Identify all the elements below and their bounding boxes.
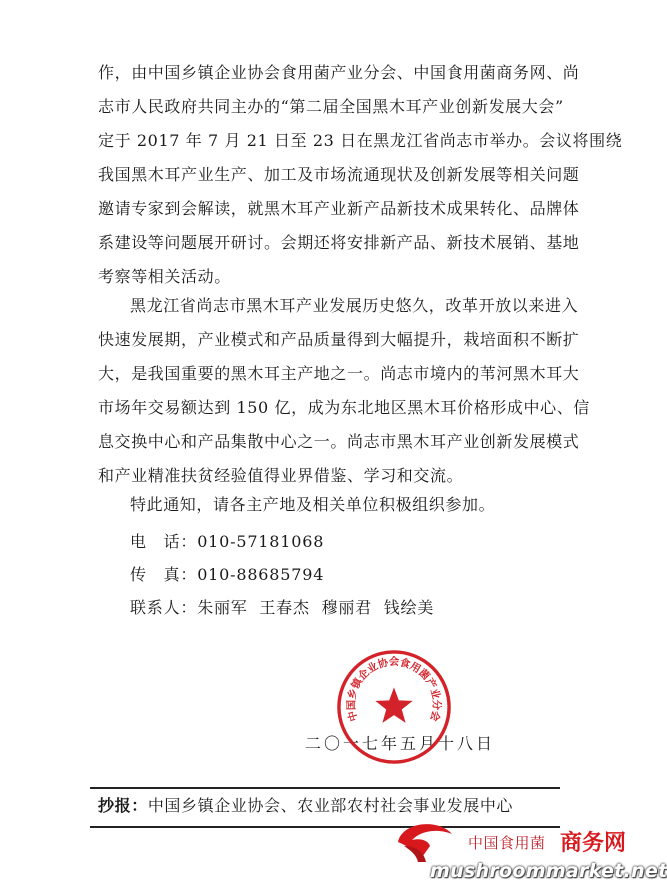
contact-person-label: 联系人：	[130, 598, 198, 617]
fax-label: 传 真：	[130, 565, 198, 584]
paragraph-line: 我国黑木耳产业生产、加工及市场流通现状及创新发展等相关问题	[98, 165, 580, 184]
cc-recipients: 中国乡镇企业协会、农业部农村社会事业发展中心	[147, 796, 514, 815]
watermark-brand: 商务网	[560, 831, 627, 856]
paragraph-line: 大，是我国重要的黑木耳主产地之一。尚志市境内的苇河黑木耳大	[98, 364, 580, 383]
paragraph-line: 快速发展期，产业模式和产品质量得到大幅提升，栽培面积不断扩	[98, 330, 580, 349]
mushroom-logo-icon	[394, 816, 456, 866]
paragraph-line: 志市人民政府共同主办的“第二届全国黑木耳产业创新发展大会”	[98, 97, 564, 116]
notice-paragraph-3	[98, 488, 558, 522]
paragraph-line: 定于 2017 年 7 月 21 日至 23 日在黑龙江省尚志市举办。会议将围绕	[98, 131, 623, 150]
seal-text: 中国乡镇企业协会食用菌产业分会	[345, 656, 443, 723]
telephone-label: 电 话：	[130, 532, 198, 551]
paragraph-line: 系建设等问题展开研讨。会期还将安排新产品、新技术展销、基地	[98, 233, 580, 252]
fax-value: 010-88685794	[197, 565, 325, 584]
paragraph-line: 市场年交易额达到 150 亿，成为东北地区黑木耳价格形成中心、信	[98, 398, 590, 417]
paragraph-line: 考察等相关活动。	[98, 267, 231, 286]
contact-person-names: 朱丽军 王春杰 穆丽君 钱绘美	[197, 598, 435, 617]
paragraph-line: 作，由中国乡镇企业协会食用菌产业分会、中国食用菌商务网、尚	[98, 63, 580, 82]
cc-bottom-rule	[90, 826, 560, 828]
telephone-value: 010-57181068	[197, 532, 325, 551]
contact-telephone	[130, 530, 324, 554]
closing-sentence: 特此通知，请各主产地及相关单位积极组织参加。	[130, 495, 496, 514]
cc-top-rule	[90, 787, 560, 789]
contact-fax	[130, 563, 324, 587]
paragraph-line: 黑龙江省尚志市黑木耳产业发展历史悠久，改革开放以来进入	[130, 296, 579, 315]
watermark-site-name: 中国食用菌	[468, 834, 546, 852]
issue-date: 二〇一七年五月十八日	[305, 734, 496, 753]
cc-label: 抄报：	[98, 796, 148, 815]
notice-paragraph-2	[98, 289, 590, 493]
seal-star-icon	[375, 687, 412, 723]
paragraph-line: 邀请专家到会解读，就黑木耳产业新产品新技术成果转化、品牌体	[98, 199, 580, 218]
paragraph-line: 息交换中心和产品集散中心之一。尚志市黑木耳产业创新发展模式	[98, 432, 580, 451]
official-seal	[335, 648, 453, 766]
watermark-url: mushroommarket.net	[430, 860, 667, 882]
paragraph-line: 和产业精准扶贫经验值得业界借鉴、学习和交流。	[98, 466, 464, 485]
notice-paragraph-1	[98, 56, 623, 294]
contact-persons	[130, 596, 434, 620]
